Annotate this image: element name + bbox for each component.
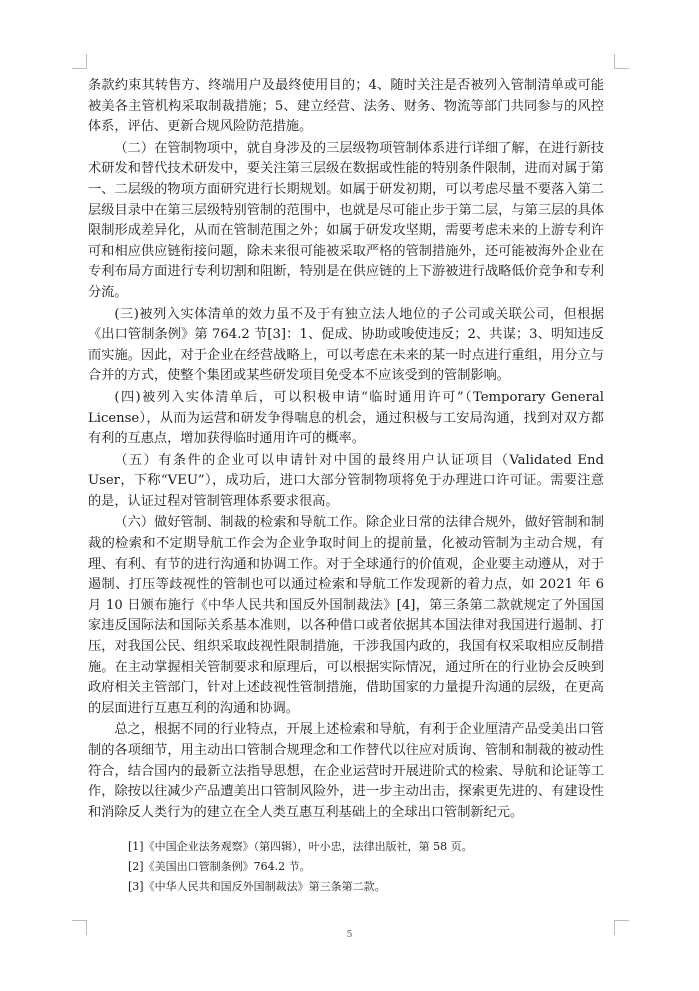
footnote-3: [3]《中华人民共和国反外国制裁法》第三条第二款。 bbox=[128, 880, 386, 894]
paragraph-item-4: (四)被列入实体清单后，可以积极申请“临时通用许可”（Temporary General License），从而为运营和研发争得喘息的机会，通过积极与工安局沟通，找到对双方都有利的互惠点，增加获得临时通用许可的概率。 bbox=[88, 389, 604, 447]
paragraph-continuation: 条款约束其转售方、终端用户及最终使用目的；4、随时关注是否被列入管制清单或可能被美各主管机构采取制裁措施；5、建立经营、法务、财务、物流等部门共同参与的风控体系，评估、更新合规风险防范措施。 bbox=[88, 78, 604, 135]
crop-mark-top-left bbox=[72, 54, 87, 69]
paragraph-item-3: (三)被列入实体清单的效力虽不及于有独立法人地位的子公司或关联公司，但根据《出口管制条例》第 764.2 节[3]：1、促成、协助或唆使违反；2、共谋；3、明知违反而实施。因此，对于企业在经营战略上，可以考虑在未来的某一时点进行重组，用分立与合并的方式，使整个集团或某些研发项目免受本不应该受到的管制影响。 bbox=[88, 306, 604, 384]
paragraph-item-2: （二）在管制物项中，就自身涉及的三层级物项管制体系进行详细了解，在进行新技术研发和替代技术研发中，要关注第三层级在数据或性能的特别条件限制，进而对属于第一、二层级的物项方面研究进行长期规划。如属于研发初期，可以考虑尽量不要落入第二层级目录中在第三层级特别管制的范围中，也就是尽可能止步于第二层，与第三层的具体限制形成差异化，从而在管制范围之外；如属于研发攻坚期，需要考虑未来的上游专利许可和相应供应链衔接问题，除未来很可能被采取严格的管制措施外，还可能被海外企业在专利布局方面进行专利切割和阻断，特别是在供应链的上下游被进行战略低价竞争和专利分流。 bbox=[88, 140, 604, 300]
footnote-2: [2]《美国出口管制条例》764.2 节。 bbox=[128, 860, 311, 874]
crop-mark-top-right bbox=[614, 54, 629, 69]
footnotes bbox=[88, 837, 604, 897]
paragraph-conclusion: 总之，根据不同的行业特点，开展上述检索和导航，有利于企业厘清产品受美出口管制的各项细节，用主动出口管制合规理念和工作替代以往应对质询、管制和制裁的被动性符合，结合国内的最新立法指导思想，在企业运营时开展进阶式的检索、导航和论证等工作，除按以往减少产品遭美出口管制风险外，进一步主动出击，探索更先进的、有建设性和消除反人类行为的建立在全人类互惠互利基础上的全球出口管制新纪元。 bbox=[88, 722, 604, 820]
page-body bbox=[88, 76, 604, 897]
paragraph-item-6: （六）做好管制、制裁的检索和导航工作。除企业日常的法律合规外，做好管制和制裁的检索和不定期导航工作会为企业争取时间上的提前量，化被动管制为主动合规，有理、有利、有节的进行沟通和协调工作。对于全球通行的价值观，企业要主动遵从，对于遏制、打压等歧视性的管制也可以通过检索和导航工作发现新的着力点，如 2021 年 6 月 10 日颁布施行《中华人民共和国反外国制裁法》[4]，第三条第二款就规定了外国国家违反国际法和国际关系基本准则，以各种借口或者依据其本国法律对我国进行遏制、打压，对我国公民、组织采取歧视性限制措施，干涉我国内政的，我国有权采取相应反制措施。在主动掌握相关管制要求和原理后，可以根据实际情况，通过所在的行业协会反映到政府相关主管部门，针对上述歧视性管制措施，借助国家的力量提升沟通的层级，在更高的层面进行互惠互利的沟通和协调。 bbox=[88, 515, 604, 716]
page-number: 5 bbox=[346, 930, 353, 940]
paragraph-item-5: （五）有条件的企业可以申请针对中国的最终用户认证项目（Validated End User，下称“VEU”），成功后，进口大部分管制物项将免于办理进口许可证。需要注意的是，认证过程对管制管理体系要求很高。 bbox=[88, 452, 604, 509]
footnote-1: [1]《中国企业法务观察》（第四辑），叶小忠，法律出版社，第 58 页。 bbox=[128, 840, 473, 854]
